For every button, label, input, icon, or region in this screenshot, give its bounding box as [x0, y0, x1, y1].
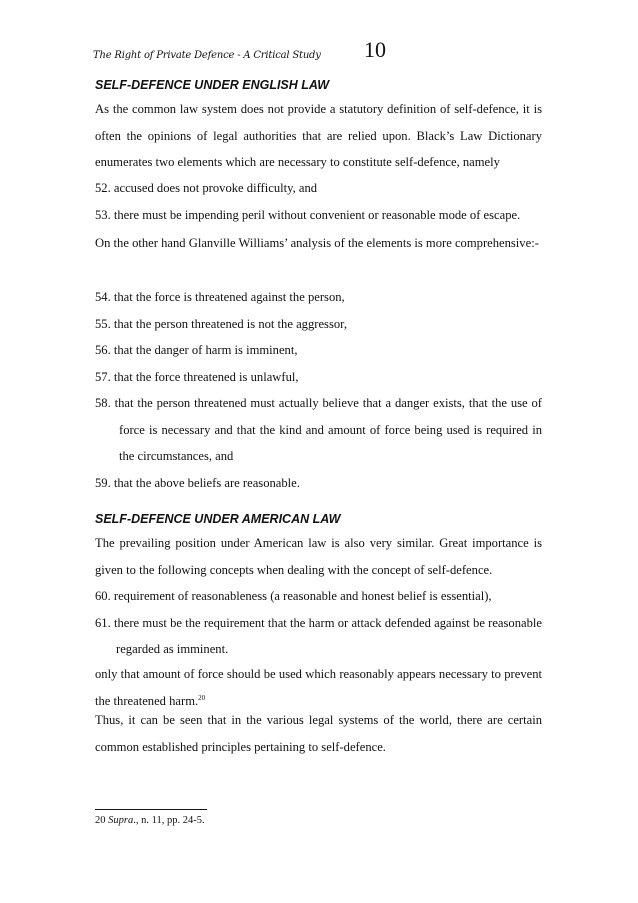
williams-elements-list — [95, 284, 542, 496]
running-header-title: The Right of Private Defence - A Critical Study — [93, 50, 321, 61]
list-item: 58. that the person threatened must actually believe that a danger exists, that the use of force is necessary and that the kind and amount of force being used is required in the circumstances, and — [95, 396, 542, 463]
list-item: 53. there must be impending peril without convenient or reasonable mode of escape. — [95, 207, 521, 222]
list-item: 52. accused does not provoke difficulty, and — [95, 181, 318, 195]
list-item: 56. that the danger of harm is imminent, — [95, 343, 298, 357]
english-intro-paragraph: As the common law system does not provide a statutory definition of self-defence, it is often the opinions of legal authorities that are relied upon. Black’s Law Dictionary enumerates two elements which are necessary to constitute self-defence, namely — [95, 102, 542, 169]
page-number: 10 — [364, 37, 386, 62]
section-heading-american: SELF-DEFENCE UNDER AMERICAN LAW — [95, 512, 341, 526]
section-american-law — [95, 511, 542, 527]
conclusion-paragraph: Thus, it can be seen that in the various legal systems of the world, there are certain common established principles pertaining to self-defence. — [95, 713, 542, 754]
list-item: 54. that the force is threatened against the person, — [95, 290, 345, 304]
footnote — [95, 815, 205, 826]
footnote-number: 20 — [95, 815, 106, 826]
section-heading-english: SELF-DEFENCE UNDER ENGLISH LAW — [95, 78, 330, 92]
force-paragraph — [95, 662, 542, 713]
williams-intro-block — [95, 230, 542, 257]
force-paragraph-block — [95, 662, 542, 713]
force-text: only that amount of force should be used which reasonably appears necessary to prevent the threatened harm. — [95, 667, 542, 709]
american-intro-block — [95, 530, 542, 583]
footnote-divider — [95, 809, 207, 810]
footnote-reference: 20 — [198, 694, 206, 702]
list-item: 60. requirement of reasonableness (a reasonable and honest belief is essential), — [95, 589, 492, 603]
american-intro-paragraph: The prevailing position under American law is also very similar. Great importance is given to the following concepts when dealing with the concept of self-defence. — [95, 536, 542, 577]
blacks-elements-list — [95, 175, 542, 228]
list-item: 55. that the person threatened is not the aggressor, — [95, 316, 347, 331]
list-item: 59. that the above beliefs are reasonable. — [95, 475, 300, 490]
list-item: 61. there must be the requirement that the harm or attack defended against be reasonable regarded as imminent. — [95, 615, 542, 656]
conclusion-block — [95, 707, 542, 760]
footnote-rest: ., n. 11, pp. 24-5. — [133, 815, 205, 826]
american-concepts-list — [95, 583, 542, 663]
english-intro-block — [95, 96, 542, 176]
footnote-source: Supra — [108, 815, 134, 826]
williams-intro-paragraph: On the other hand Glanville Williams’ analysis of the elements is more comprehensive:- — [95, 236, 539, 250]
section-english-law — [95, 77, 542, 93]
list-item: 57. that the force threatened is unlawful, — [95, 369, 299, 384]
